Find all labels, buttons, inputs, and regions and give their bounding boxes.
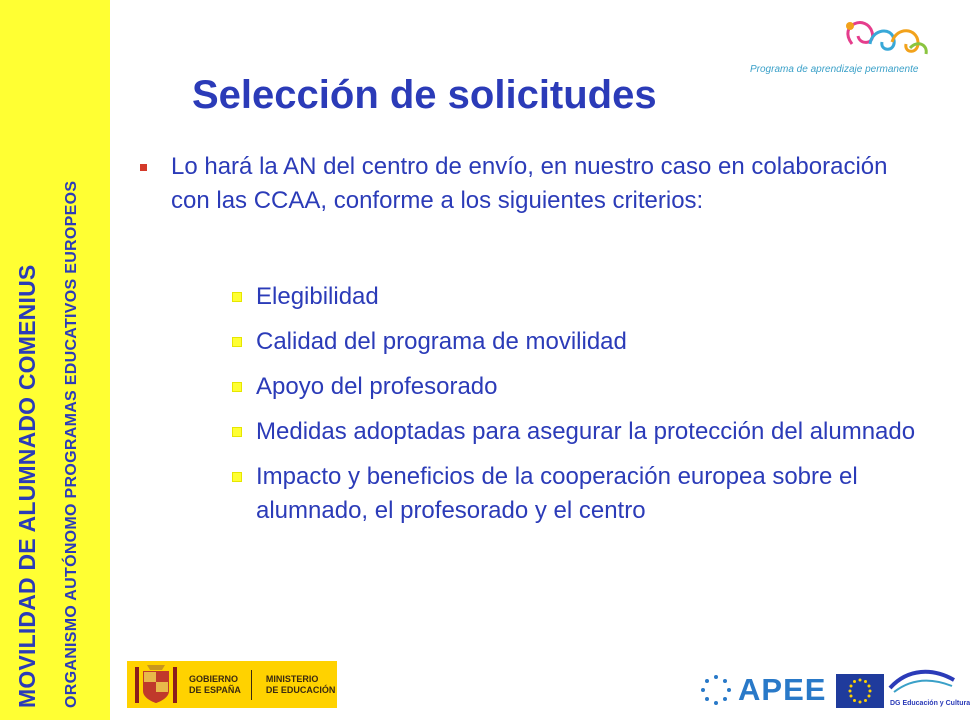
square-bullet-icon	[232, 337, 242, 347]
sidebar-sub-text: ORGANISMO AUTÓNOMO PROGRAMAS EDUCATIVOS EUROPEOS	[63, 180, 80, 708]
list-item	[232, 460, 942, 528]
list-item	[232, 280, 942, 314]
list-item	[232, 325, 942, 359]
criterion-text: Apoyo del profesorado	[256, 373, 498, 400]
divider	[251, 670, 252, 700]
dg-educacion-logo	[888, 668, 970, 712]
apee-label: APEE	[738, 672, 827, 707]
square-bullet-icon	[232, 472, 242, 482]
criterion-text: Medidas adoptadas para asegurar la protección del alumnado	[256, 418, 916, 445]
programa-label: Programa de aprendizaje permanente	[750, 64, 919, 75]
intro-paragraph	[140, 150, 930, 218]
square-bullet-icon	[232, 382, 242, 392]
sidebar-banner	[0, 0, 110, 720]
criterion-text: Impacto y beneficios de la cooperación europea sobre el alumnado, el profesorado y el centro	[256, 463, 858, 524]
dg-label: DG Educación y Cultura	[890, 700, 970, 707]
slide-title: Selección de solicitudes	[192, 73, 657, 117]
apee-stars-icon	[700, 674, 732, 706]
intro-text: Lo hará la AN del centro de envío, en nuestro caso en colaboración con las CCAA, conforme a los siguientes criterios:	[171, 153, 888, 214]
square-bullet-icon	[232, 427, 242, 437]
square-bullet-icon	[140, 164, 147, 171]
criterion-text: Elegibilidad	[256, 283, 379, 310]
list-item	[232, 415, 942, 449]
eu-flag-icon	[836, 674, 884, 708]
gobierno-espana-logo	[127, 661, 337, 708]
ministerio-text: MINISTERIO DE EDUCACIÓN	[265, 673, 336, 695]
programa-aprendizaje-logo	[742, 14, 932, 84]
criterion-text: Calidad del programa de movilidad	[256, 328, 627, 355]
apee-logo	[700, 670, 826, 710]
coat-of-arms-icon	[127, 661, 185, 708]
sidebar-main-text: MOVILIDAD DE ALUMNADO COMENIUS	[14, 264, 40, 708]
gobierno-text: GOBIERNO DE ESPAÑA	[189, 673, 241, 695]
list-item	[232, 370, 942, 404]
square-bullet-icon	[232, 292, 242, 302]
criteria-list	[232, 280, 942, 539]
programa-swirl-icon	[742, 14, 932, 64]
dg-swoosh-icon	[888, 668, 956, 698]
